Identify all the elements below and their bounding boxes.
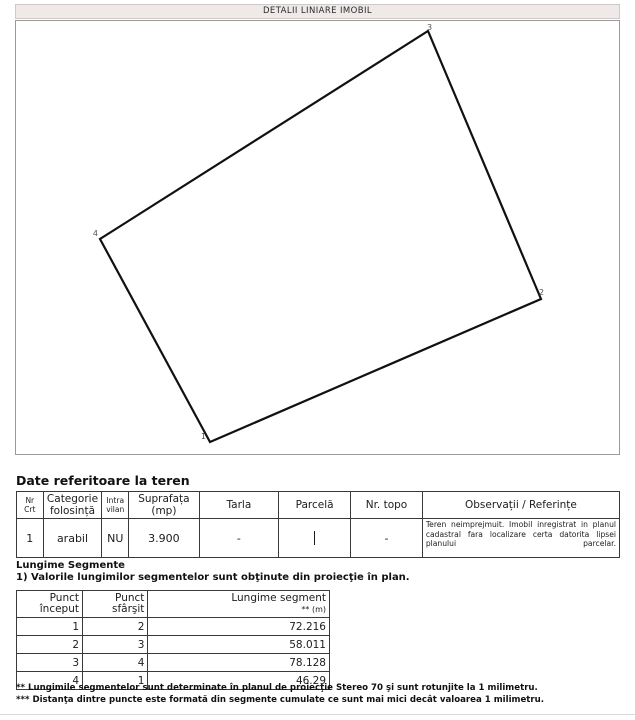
cell-nr-topo: - (351, 519, 423, 558)
page-bottom-divider (0, 714, 635, 715)
col-lungime-segment: Lungime segment ** (m) (148, 591, 330, 618)
cell-observatii: Teren neimprejmuit. Imobil inregistrat in planul cadastral fara localizare certa datorita lipsei planului parcelar. (422, 519, 619, 558)
plan-title: DETALII LINIARE IMOBIL (262, 6, 373, 16)
cell-segment-length: 58.011 (148, 636, 330, 654)
col-intravilan: Intra vilan (102, 492, 129, 519)
cell-segment-start: 2 (17, 636, 83, 654)
segments-heading: Lungime Segmente (16, 560, 125, 571)
table-header-row (17, 591, 330, 618)
vertex-label-4: 4 (92, 229, 98, 238)
col-observatii: Observații / Referințe (422, 492, 619, 519)
cell-suprafata: 3.900 (129, 519, 199, 558)
segment-length-table (16, 590, 330, 690)
table-row (17, 636, 330, 654)
cell-tarla: - (199, 519, 278, 558)
cell-segment-end: 2 (83, 618, 148, 636)
cell-segment-end: 1 (83, 672, 148, 690)
parcel-polygon (100, 31, 541, 442)
vertex-label-3: 3 (427, 23, 433, 32)
col-tarla: Tarla (199, 492, 278, 519)
footnote-segment-precision: ** Lungimile segmentelor sunt determinate în planul de proiecţie Stereo 70 şi sunt rotunjite la 1 milimetru. (16, 683, 538, 693)
table-row (17, 618, 330, 636)
cell-segment-length: 72.216 (148, 618, 330, 636)
cell-segment-start: 1 (17, 618, 83, 636)
col-suprafata: Suprafața (mp) (129, 492, 199, 519)
cell-segment-length: 46.29 (148, 672, 330, 690)
col-parcela: Parcelă (279, 492, 351, 519)
col-categorie-folosinta: Categorie folosință (43, 492, 102, 519)
cell-nr-crt: 1 (17, 519, 44, 558)
col-nr-crt: Nr Crt (17, 492, 44, 519)
table-row (17, 519, 620, 558)
cell-categorie: arabil (43, 519, 102, 558)
segments-note: 1) Valorile lungimilor segmentelor sunt obţinute din proiecţie în plan. (16, 572, 410, 583)
cell-intravilan: NU (102, 519, 129, 558)
plan-title-bar (15, 4, 620, 19)
cell-segment-end: 4 (83, 654, 148, 672)
cell-parcela[interactable] (279, 519, 351, 558)
text-cursor (314, 531, 315, 545)
vertex-label-1: 1 (200, 432, 206, 441)
parcel-plan-svg (16, 21, 621, 456)
cell-segment-end: 3 (83, 636, 148, 654)
cell-segment-length: 78.128 (148, 654, 330, 672)
footnote-cumulated-segments: *** Distanţa dintre puncte este formată din segmente cumulate ce sunt mai mici decât valoarea 1 milimetru. (16, 695, 545, 705)
col-nr-topo: Nr. topo (351, 492, 423, 519)
cell-segment-start: 4 (17, 672, 83, 690)
plan-drawing-frame (15, 20, 620, 455)
col-punct-sfarsit: Punct sfârşit (83, 591, 148, 618)
land-data-heading: Date referitoare la teren (16, 473, 190, 488)
table-header-row (17, 492, 620, 519)
land-data-table (16, 491, 620, 558)
cell-segment-start: 3 (17, 654, 83, 672)
table-row (17, 654, 330, 672)
col-punct-inceput: Punct început (17, 591, 83, 618)
vertex-label-2: 2 (539, 288, 545, 297)
